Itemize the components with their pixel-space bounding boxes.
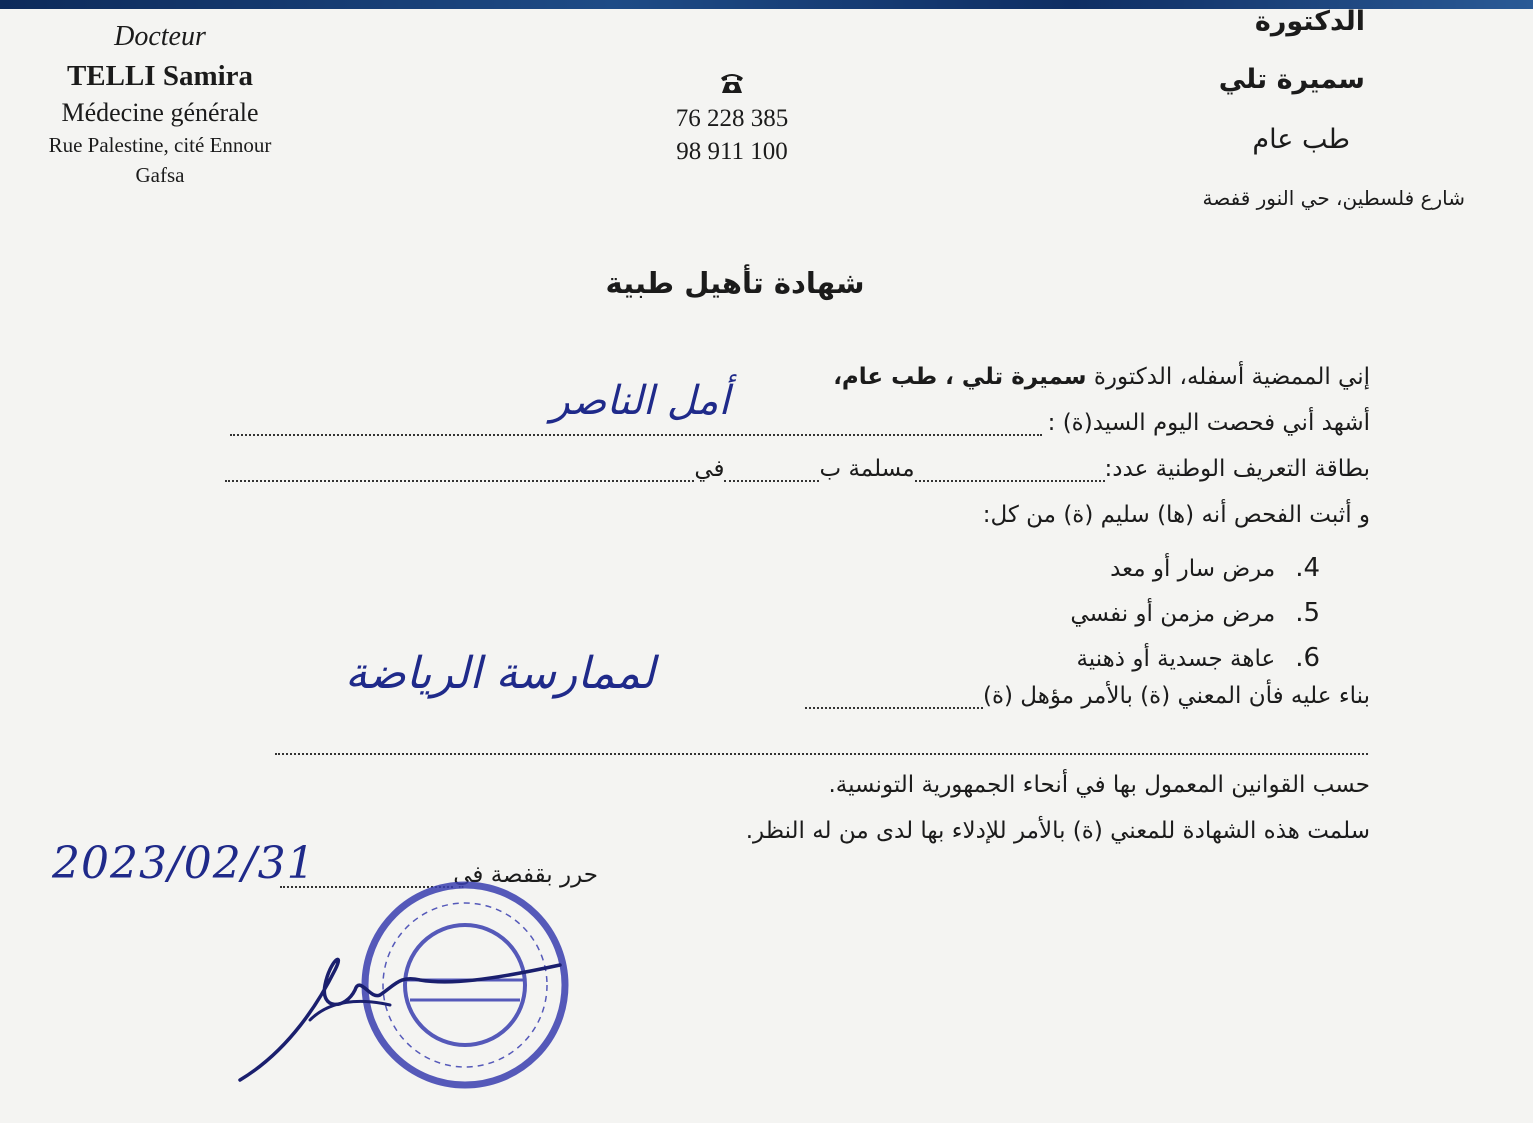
phone-number-1: 76 228 385 — [675, 105, 789, 132]
doctor-title-ar: الدكتورة — [1254, 6, 1365, 37]
condition-number: 5. — [1295, 598, 1320, 628]
issued-by-field — [724, 462, 819, 482]
condition-item — [950, 546, 1320, 591]
specialty-ar: طب عام — [1252, 124, 1350, 155]
address-ar: شارع فلسطين، حي النور قفصة — [1202, 186, 1465, 210]
condition-number: 4. — [1295, 553, 1320, 583]
condition-item — [950, 591, 1320, 636]
certificate-heading: شهادة تأهيل طبية — [605, 266, 865, 300]
on-label: في — [694, 456, 725, 482]
doctor-name-ar: سميرة تلي — [1218, 64, 1365, 95]
line1-prefix: إني الممضية أسفله، الدكتورة — [1086, 364, 1370, 390]
condition-item — [950, 636, 1320, 681]
issued-at-label: حرر بقفصة في — [453, 862, 598, 888]
body-line-3 — [225, 456, 1370, 482]
condition-text: مرض مزمن أو نفسي — [1070, 601, 1276, 627]
doctor-title-fr: Docteur — [114, 21, 206, 52]
continuation-dotted-line — [275, 735, 1368, 755]
specialty-fr: Médecine générale — [61, 98, 259, 127]
address-fr: Rue Palestine, cité Ennour — [48, 133, 272, 157]
city-fr: Gafsa — [135, 163, 185, 187]
id-number-field — [915, 462, 1105, 482]
telephone-icon — [632, 68, 832, 102]
id-card-label: بطاقة التعريف الوطنية عدد: — [1104, 456, 1370, 482]
condition-text: مرض سار أو معد — [1110, 556, 1276, 582]
header-french — [10, 18, 310, 190]
body-line-5 — [805, 683, 1370, 709]
examined-label: أشهد أني فحصت اليوم السيد(ة) : — [1047, 410, 1370, 436]
handwritten-date: 2023/02/31 — [52, 838, 316, 889]
qualified-label: بناء عليه فأن المعني (ة) بالأمر مؤهل (ة) — [982, 683, 1370, 709]
condition-text: عاهة جسدية أو ذهنية — [1076, 646, 1276, 672]
issue-date-field — [225, 462, 694, 482]
phone-block — [632, 68, 832, 168]
body-line-6: حسب القوانين المعمول بها في أنحاء الجمهورية التونسية. — [828, 772, 1370, 798]
conditions-list — [950, 546, 1320, 681]
body-line-4: و أثبت الفحص أنه (ها) سليم (ة) من كل: — [982, 502, 1370, 528]
body-line-7: سلمت هذه الشهادة للمعني (ة) بالأمر للإدلاء بها لدى من له النظر. — [745, 818, 1370, 844]
issued-by-label: مسلمة ب — [819, 456, 915, 482]
doctor-name-fr: TELLI Samira — [66, 60, 254, 92]
phone-number-2: 98 911 100 — [676, 138, 788, 165]
stamp-and-signature — [230, 880, 580, 1100]
handwritten-activity: لممارسة الرياضة — [345, 648, 655, 699]
line1-bold: سميرة تلي ، طب عام، — [833, 364, 1087, 390]
handwritten-patient-name: أمل الناصر — [550, 378, 730, 424]
condition-number: 6. — [1295, 643, 1320, 673]
